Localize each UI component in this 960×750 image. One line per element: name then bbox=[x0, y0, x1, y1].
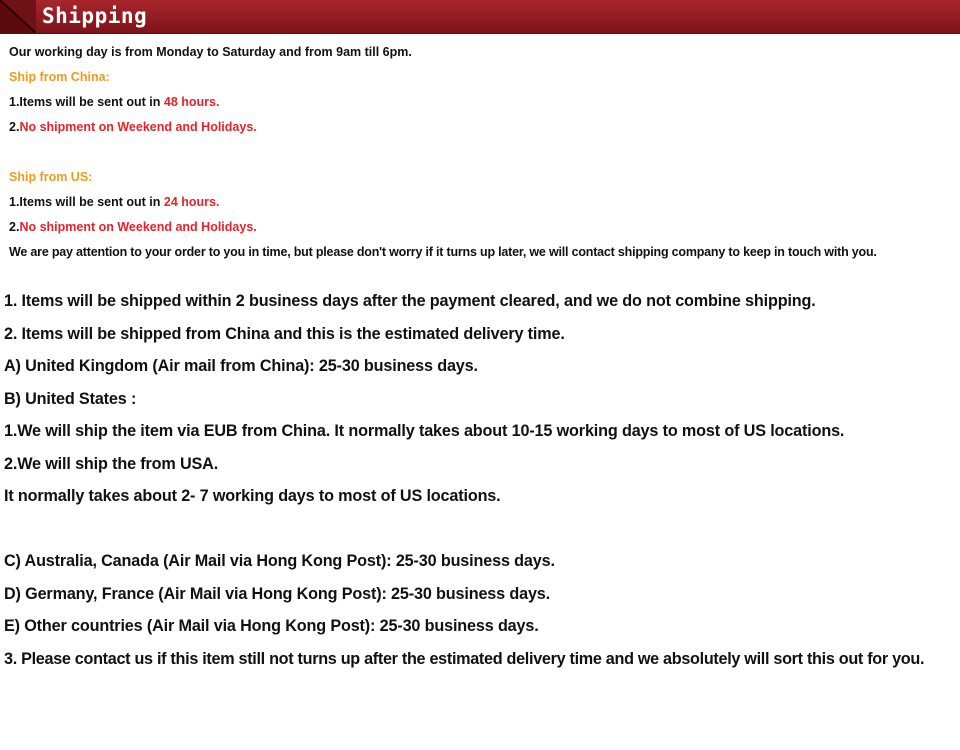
policy-line-2: 2. Items will be shipped from China and this is the estimated delivery time. bbox=[4, 324, 565, 343]
policy-line-uk: A) United Kingdom (Air mail from China): 25-30 business days. bbox=[4, 357, 478, 375]
page-title: Shipping bbox=[42, 4, 148, 28]
policy-line-us-1: 1.We will ship the item via EUB from China. It normally takes about 10-15 working days to most of US locations. bbox=[4, 422, 845, 440]
policy-line-us-3: It normally takes about 2- 7 working days to most of US locations. bbox=[4, 487, 501, 505]
us-item-1 bbox=[9, 190, 957, 215]
shipping-header bbox=[0, 0, 960, 34]
china-item-2-highlight: No shipment on Weekend and Holidays. bbox=[19, 120, 257, 134]
us-heading: Ship from US: bbox=[9, 170, 93, 184]
shipping-notes bbox=[9, 40, 957, 265]
policy-line-other: E) Other countries (Air Mail via Hong Kong Post): 25-30 business days. bbox=[4, 617, 539, 635]
china-item-2 bbox=[9, 115, 957, 140]
china-item-1-text: 1.Items will be sent out in bbox=[9, 95, 164, 109]
us-item-2 bbox=[9, 215, 957, 240]
us-item-2-highlight: No shipment on Weekend and Holidays. bbox=[19, 220, 257, 234]
us-item-1-text: 1.Items will be sent out in bbox=[9, 195, 164, 209]
policy-line-3: 3. Please contact us if this item still not turns up after the estimated delivery time and we absolutely will sort this out for you. bbox=[4, 649, 925, 668]
header-corner-decoration bbox=[0, 0, 36, 33]
policy-line-au-ca: C) Australia, Canada (Air Mail via Hong Kong Post): 25-30 business days. bbox=[4, 552, 555, 570]
us-item-2-text: 2. bbox=[9, 220, 20, 234]
shipping-policy bbox=[4, 285, 960, 675]
attention-text: We are pay attention to your order to you in time, but please don't worry if it turns up later, we will contact shipping company to keep in touch with you. bbox=[9, 245, 877, 259]
working-day-text: Our working day is from Monday to Saturday and from 9am till 6pm. bbox=[9, 45, 412, 59]
policy-line-de-fr: D) Germany, France (Air Mail via Hong Kong Post): 25-30 business days. bbox=[4, 584, 551, 603]
china-heading: Ship from China: bbox=[9, 70, 110, 84]
china-item-2-text: 2. bbox=[9, 120, 20, 134]
policy-line-us: B) United States : bbox=[4, 389, 137, 408]
china-item-1-highlight: 48 hours. bbox=[163, 95, 220, 109]
spacer bbox=[9, 140, 957, 165]
policy-line-us-2: 2.We will ship the from USA. bbox=[4, 454, 219, 473]
policy-line-1: 1. Items will be shipped within 2 business days after the payment cleared, and we do not combine shipping. bbox=[4, 292, 816, 310]
china-item-1 bbox=[9, 90, 957, 115]
spacer bbox=[4, 513, 960, 546]
us-item-1-highlight: 24 hours. bbox=[163, 195, 220, 209]
